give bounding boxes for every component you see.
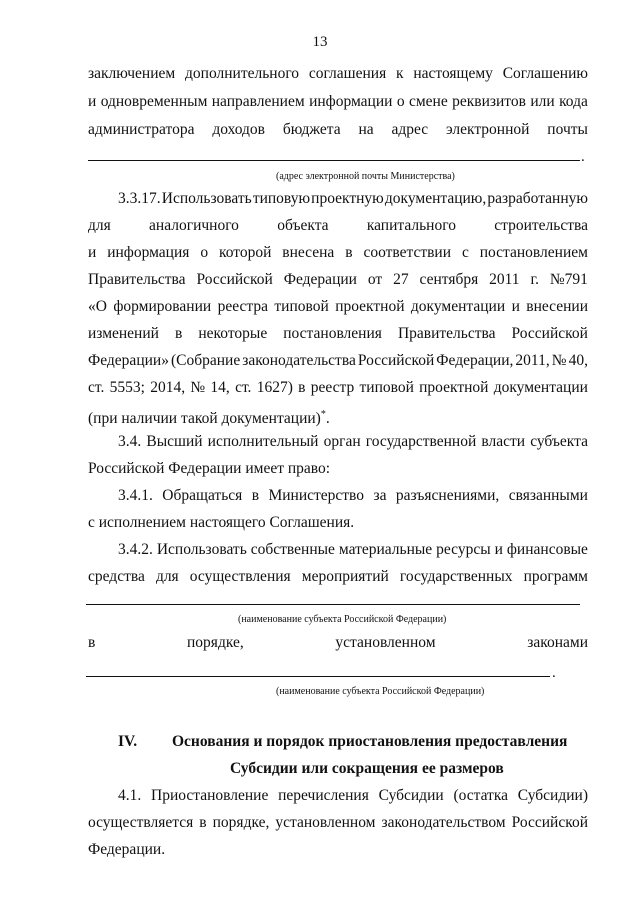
word: материальные [338, 541, 433, 558]
text-line [88, 92, 588, 112]
word: типовую [252, 190, 311, 207]
word: с [461, 244, 469, 261]
word: установленном [335, 634, 436, 651]
word: некоторые [198, 325, 268, 342]
text-line [88, 567, 588, 587]
word: ст. [88, 379, 105, 396]
word: реквизитов [452, 93, 526, 110]
text-line [88, 120, 588, 140]
word: Субсидии) [517, 787, 588, 804]
word: документации [493, 379, 588, 396]
word: 2011, [515, 352, 550, 369]
text-line [88, 64, 588, 84]
word: в [298, 379, 306, 396]
word: дополнительного [185, 65, 300, 82]
word: за [373, 487, 387, 504]
word: типовой [274, 298, 329, 315]
word: Российской [196, 271, 273, 288]
word: порядке, [187, 634, 244, 651]
word: Соглашению [502, 65, 588, 82]
word: порядке, [212, 814, 270, 831]
word: объекта [277, 217, 329, 234]
word: «О [88, 298, 107, 315]
line-end-dot: . [581, 149, 585, 165]
word: информации [309, 93, 393, 110]
word: или [530, 93, 555, 110]
blank-line-email [88, 160, 580, 161]
word: мероприятий [301, 568, 389, 585]
word: соглашения [308, 65, 387, 82]
word: Правительства [88, 271, 186, 288]
word: постановления [283, 325, 382, 342]
word: государственной [365, 433, 477, 450]
word: Российской [357, 352, 435, 369]
caption-subject-1: (наименование субъекта Российской Федерации) [238, 614, 447, 625]
word: Министерство [268, 487, 365, 504]
text-line [88, 270, 588, 290]
word: 3.4.2. [118, 541, 153, 558]
word: Правительства [397, 325, 496, 342]
word: 3.4. [118, 433, 142, 450]
word: Российской [511, 325, 588, 342]
word: № [551, 352, 567, 369]
word: в [88, 634, 96, 651]
section-title-line-2: Субсидии или сокращения ее размеров [230, 760, 504, 777]
word: заключением [88, 65, 176, 82]
blank-line-subject-2 [86, 676, 550, 677]
word: проектной [419, 379, 489, 396]
word: разработанную [487, 190, 588, 207]
text-line [88, 243, 588, 263]
footnote-mark: * [320, 409, 326, 420]
word: капитального [366, 217, 456, 234]
text-line [88, 378, 588, 398]
word: ст. [235, 379, 252, 396]
word: 1627) [256, 379, 293, 396]
caption-subject-2: (наименование субъекта Российской Федерации) [276, 686, 485, 697]
word: перечисления [278, 787, 369, 804]
word: № [190, 379, 206, 396]
word: связанными [508, 487, 588, 504]
word: исполнительный [207, 433, 319, 450]
word: о [396, 93, 405, 110]
text-line [118, 486, 588, 506]
word: внесении [526, 298, 588, 315]
word: 14, [210, 379, 230, 396]
word: финансовые [506, 541, 588, 558]
word: реестра [217, 298, 268, 315]
word: 2011 [489, 271, 520, 288]
word: Федерации [283, 271, 357, 288]
word: и [88, 93, 97, 110]
line-end-dot: . [552, 665, 556, 681]
word: адрес [391, 121, 429, 138]
word: средства [88, 568, 145, 585]
text-line [118, 786, 588, 806]
word: (Собрание [170, 352, 241, 369]
word: разъяснениями, [395, 487, 500, 504]
word: ресурсы [436, 541, 491, 558]
word: законодательством [381, 814, 506, 831]
page-number: 13 [312, 34, 328, 50]
word: программ [523, 568, 588, 585]
section-number: IV. [118, 733, 138, 750]
word: установленном [275, 814, 376, 831]
word: сентября [419, 271, 479, 288]
word: государственных [399, 568, 513, 585]
word: к [396, 65, 404, 82]
word: о [200, 244, 209, 261]
word: субъекта [530, 433, 588, 450]
word: реестр [310, 379, 355, 396]
word: и [494, 541, 503, 558]
section-title-line-1: Основания и порядок приостановления предоставления [172, 733, 568, 750]
word: для [155, 568, 179, 585]
word: (остатка [453, 787, 509, 804]
word: г. [530, 271, 539, 288]
word: 3.4.1. [118, 487, 153, 504]
word: Федерации» [88, 352, 169, 369]
word: в [175, 325, 183, 342]
word: собственные [250, 541, 335, 558]
caption-email: (адрес электронной почты Министерства) [276, 171, 455, 182]
word: строительства [494, 217, 588, 234]
word: Федерации, [436, 352, 514, 369]
text-line [88, 813, 588, 833]
word: электронной [446, 121, 530, 138]
text-line [88, 351, 588, 371]
word: в [199, 814, 207, 831]
word: в [251, 487, 260, 504]
word: которой [218, 244, 272, 261]
word: проектную [311, 190, 384, 207]
word: Высший [146, 433, 203, 450]
word: 27 [393, 271, 409, 288]
text-line [88, 633, 588, 653]
word: одновременным [100, 93, 208, 110]
word: для [88, 217, 111, 234]
word: проектной [335, 298, 405, 315]
word: на [358, 121, 374, 138]
word: законами [527, 634, 588, 651]
word: 4.1. [118, 787, 142, 804]
word: 2014, [150, 379, 186, 396]
word: внесена [282, 244, 335, 261]
word: осуществления [189, 568, 291, 585]
word: кода [559, 93, 588, 110]
text-line [88, 324, 588, 344]
text-line: (при наличии такой документации)*. [88, 409, 330, 427]
word: власти [481, 433, 526, 450]
word: информация [107, 244, 190, 261]
word: от [367, 271, 383, 288]
word: Приостановление [151, 787, 269, 804]
word: и [88, 244, 97, 261]
word: 40, [568, 352, 588, 369]
word: почты [547, 121, 588, 138]
word: изменений [88, 325, 159, 342]
word: Субсидии [378, 787, 444, 804]
word: в [345, 244, 353, 261]
word: Российской [511, 814, 588, 831]
word: осуществляется [88, 814, 194, 831]
word: орган [323, 433, 361, 450]
text-line: с исполнением настоящего Соглашения. [88, 514, 355, 531]
word: формировании [113, 298, 212, 315]
blank-line-subject-1 [86, 604, 580, 605]
word: документации [410, 298, 506, 315]
text-line: Российской Федерации имеет право: [88, 460, 331, 477]
word: постановлением [479, 244, 588, 261]
text-line [118, 540, 588, 560]
word: законодательства [242, 352, 356, 369]
text-line [88, 216, 588, 236]
text-line [88, 297, 588, 317]
word: 5553; [109, 379, 145, 396]
word: доходов [212, 121, 265, 138]
word: и [511, 298, 520, 315]
word: типовой [359, 379, 414, 396]
word: бюджета [282, 121, 341, 138]
word: администратора [88, 121, 195, 138]
word: направлением [211, 93, 305, 110]
word: Обращаться [162, 487, 243, 504]
word: настоящему [413, 65, 493, 82]
text-line: Федерации. [88, 841, 166, 858]
word: 3.3.17. [118, 190, 161, 207]
word: Использовать [156, 541, 247, 558]
word: документацию, [384, 190, 487, 207]
word: №791 [549, 271, 588, 288]
word: Использовать [161, 190, 252, 207]
word: аналогичного [149, 217, 239, 234]
text-line [118, 189, 588, 209]
word: смене [408, 93, 448, 110]
word: соответствии [363, 244, 452, 261]
text-line [118, 432, 588, 452]
